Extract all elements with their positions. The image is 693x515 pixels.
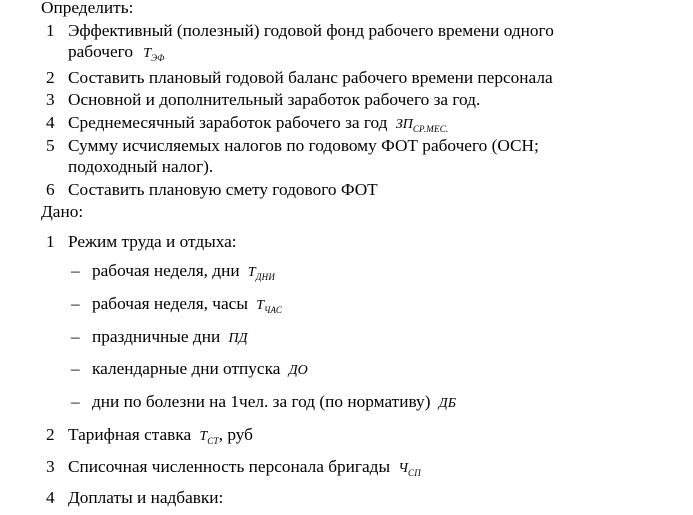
given-item-2-text: Тарифная ставка <box>68 425 192 444</box>
regime-item-5-line <box>92 392 456 414</box>
regime-item-5-text: дни по болезни на 1чел. за год (по нормативу) <box>92 392 431 411</box>
given-item-3-line <box>68 457 421 479</box>
regime-item-5-dash: – <box>71 392 80 411</box>
define-item-5-number: 5 <box>46 136 55 155</box>
define-item-6-number: 6 <box>46 180 55 199</box>
define-item-6-text: Составить плановую смету годового ФОТ <box>68 180 378 199</box>
regime-item-3-text: праздничные дни <box>92 327 221 346</box>
define-item-5-text: Сумму исчисляемых налогов по годовому ФОТ рабочего (ОСН; <box>68 136 539 155</box>
given-item-2-symbol: Т <box>199 429 208 444</box>
given-item-3-text: Списочная численность персонала бригады <box>68 457 391 476</box>
regime-item-3-symbol: ПД <box>228 331 248 346</box>
given-heading: Дано: <box>41 202 84 221</box>
regime-item-1-symbol: Т <box>247 265 256 280</box>
given-item-3-subscript: СП <box>408 468 421 478</box>
given-item-2-line <box>68 425 253 447</box>
define-item-4-symbol: ЗП <box>395 117 413 132</box>
define-item-4-subscript: СР.МЕС. <box>412 124 449 134</box>
regime-item-4-text: календарные дни отпуска <box>92 359 281 378</box>
regime-item-2-text: рабочая неделя, часы <box>92 294 248 313</box>
define-item-4-text: Среднемесячный заработок рабочего за год <box>68 113 388 132</box>
define-item-1-text: Эффективный (полезный) годовой фонд рабочего времени одного <box>68 21 554 40</box>
regime-item-4-line <box>92 359 308 381</box>
define-item-1-symbol: Т <box>143 46 152 61</box>
regime-item-4-dash: – <box>71 359 80 378</box>
define-item-5-text-cont: подоходный налог). <box>68 157 214 176</box>
regime-item-5-symbol: ДБ <box>438 396 456 411</box>
given-item-4-text: Доплаты и надбавки: <box>68 488 224 507</box>
given-item-1-text: Режим труда и отдыха: <box>68 232 237 251</box>
define-item-1-number: 1 <box>46 21 55 40</box>
regime-item-2-symbol: Т <box>256 298 265 313</box>
regime-item-1-subscript: ДНИ <box>255 272 276 282</box>
given-item-2-suffix: , руб <box>218 425 253 444</box>
define-item-4-number: 4 <box>46 113 55 132</box>
regime-item-2-dash: – <box>71 294 80 313</box>
define-item-1-text-cont <box>68 42 165 64</box>
define-item-2-number: 2 <box>46 68 55 87</box>
given-item-2-number: 2 <box>46 425 55 444</box>
regime-item-2-subscript: ЧАС <box>264 305 283 315</box>
define-item-1-text2: рабочего <box>68 42 133 61</box>
regime-item-1-dash: – <box>71 261 80 280</box>
regime-item-3-dash: – <box>71 327 80 346</box>
given-item-3-symbol: Ч <box>398 461 409 476</box>
define-heading: Определить: <box>41 0 134 17</box>
regime-item-3-line <box>92 327 248 349</box>
given-item-2-subscript: СТ <box>207 436 219 446</box>
regime-item-4-symbol: ДО <box>288 363 308 378</box>
given-item-1-number: 1 <box>46 232 55 251</box>
define-item-4-line <box>68 113 448 135</box>
define-item-1-subscript: ЭФ <box>151 53 165 63</box>
given-item-4-number: 4 <box>46 488 55 507</box>
regime-item-1-line <box>92 261 275 283</box>
regime-item-1-text: рабочая неделя, дни <box>92 261 240 280</box>
given-item-3-number: 3 <box>46 457 55 476</box>
define-item-2-text: Составить плановый годовой баланс рабочего времени персонала <box>68 68 553 87</box>
define-item-3-number: 3 <box>46 90 55 109</box>
define-item-3-text: Основной и дополнительный заработок рабочего за год. <box>68 90 481 109</box>
regime-item-2-line <box>92 294 282 316</box>
